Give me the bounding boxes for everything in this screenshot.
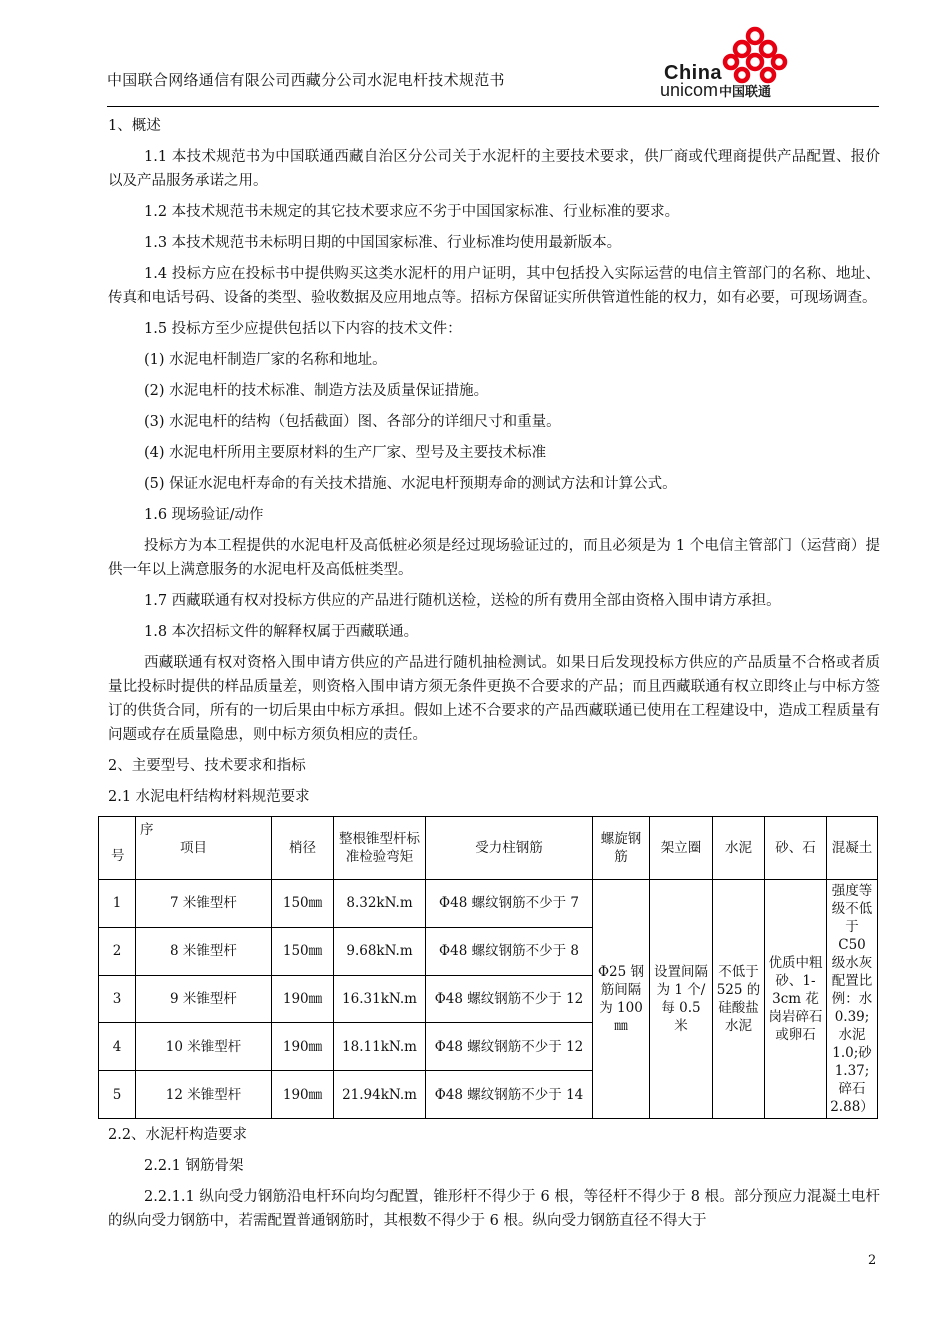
cell-cement-merged: 不低于 525 的硅酸盐水泥	[713, 880, 765, 1119]
logo-text-unicom	[660, 80, 771, 101]
section-2-1-title: 2.1 水泥电杆结构材料规范要求	[108, 789, 310, 805]
paragraph-1-4: 1.4 投标方应在投标书中提供购买这类水泥杆的用户证明，其中包括投入实际运营的电信主管部门的名称、地址、传真和电话号码、设备的类型、验收数据及应用地点等。招标方保留证实所供管道性能的权力，如有必要，可现场调查。	[108, 266, 880, 306]
table-header-row	[99, 817, 878, 880]
header-cement: 水泥	[713, 817, 765, 880]
cell-no: 3	[99, 975, 136, 1023]
cell-no: 2	[99, 927, 136, 975]
header-seq-bottom: 号	[111, 848, 125, 864]
paragraph-1-6-body: 投标方为本工程提供的水泥电杆及高低桩必须是经过现场验证过的，而且必须是为 1 个电信主管部门（运营商）提供一年以上满意服务的水泥电杆及高低桩类型。	[108, 538, 880, 578]
cell-moment: 18.11kN.m	[334, 1023, 426, 1071]
paragraph-1-5: 1.5 投标方至少应提供包括以下内容的技术文件：	[144, 321, 462, 337]
cell-rebar: Φ48 螺纹钢筋不少于 8	[426, 927, 593, 975]
logo-text-unicom-latin: unicom	[660, 80, 719, 100]
page-number: 2	[868, 1253, 877, 1268]
header-bending-moment: 整根锥型杆标准检验弯矩	[334, 817, 426, 880]
paragraph-1-2: 1.2 本技术规范书未规定的其它技术要求应不劣于中国国家标准、行业标准的要求。	[144, 204, 680, 220]
cell-item: 7 米锥型杆	[136, 880, 272, 928]
table-row	[99, 880, 878, 928]
list-item: (2) 水泥电杆的技术标准、制造方法及质量保证措施。	[144, 383, 489, 399]
cell-spiral-merged: Φ25 钢筋间隔为 100㎜	[593, 880, 650, 1119]
list-item: (5) 保证水泥电杆寿命的有关技术措施、水泥电杆预期寿命的测试方法和计算公式。	[144, 476, 677, 492]
paragraph-1-8: 1.8 本次招标文件的解释权属于西藏联通。	[144, 624, 419, 640]
logo-text-china: China	[664, 62, 723, 84]
header-concrete: 混凝土	[827, 817, 878, 880]
paragraph-1-7: 1.7 西藏联通有权对投标方供应的产品进行随机送检，送检的所有费用全部由资格入围申请方承担。	[144, 593, 781, 609]
cell-no: 4	[99, 1023, 136, 1071]
document-header-title: 中国联合网络通信有限公司西藏分公司水泥电杆技术规范书	[107, 71, 505, 89]
header-tip-diameter: 梢径	[272, 817, 334, 880]
cell-tip: 150㎜	[272, 880, 334, 928]
cell-no: 1	[99, 880, 136, 928]
paragraph-1-1: 1.1 本技术规范书为中国联通西藏自治区分公司关于水泥杆的主要技术要求，供厂商或代理商提供产品配置、报价以及产品服务承诺之用。	[108, 149, 880, 189]
cell-moment: 21.94kN.m	[334, 1071, 426, 1119]
cell-no: 5	[99, 1071, 136, 1119]
header-item	[136, 817, 272, 880]
cell-item: 10 米锥型杆	[136, 1023, 272, 1071]
cell-rebar: Φ48 螺纹钢筋不少于 12	[426, 975, 593, 1023]
list-item: (1) 水泥电杆制造厂家的名称和地址。	[144, 352, 387, 368]
list-item: (3) 水泥电杆的结构（包括截面）图、各部分的详细尺寸和重量。	[144, 414, 561, 430]
header-frame-ring: 架立圈	[650, 817, 713, 880]
list-item: (4) 水泥电杆所用主要原材料的生产厂家、型号及主要技术标准	[144, 445, 547, 461]
logo-text-unicom-cn: 中国联通	[719, 84, 772, 99]
cell-sand-merged: 优质中粗砂、1-3cm 花岗岩碎石或卵石	[765, 880, 827, 1119]
header-seq-top: 序	[140, 822, 154, 838]
cell-tip: 150㎜	[272, 927, 334, 975]
cell-rebar: Φ48 螺纹钢筋不少于 14	[426, 1071, 593, 1119]
cell-tip: 190㎜	[272, 1023, 334, 1071]
cell-moment: 16.31kN.m	[334, 975, 426, 1023]
header-sand-stone: 砂、石	[765, 817, 827, 880]
china-unicom-logo	[660, 22, 790, 102]
unicom-knot-icon	[722, 22, 788, 88]
header-item-label: 项目	[180, 840, 207, 856]
pole-spec-table	[98, 816, 878, 1119]
cell-frame-merged: 设置间隔为 1 个/每 0.5 米	[650, 880, 713, 1119]
header-divider	[107, 106, 879, 107]
cell-concrete-merged: 强度等级不低于 C50 级水灰配置比例：水 0.39;水泥 1.0;砂 1.37;碎石 2.88）	[827, 880, 878, 1119]
paragraph-2-2-1-1: 2.2.1.1 纵向受力钢筋沿电杆环向均匀配置，锥形杆不得少于 6 根，等径杆不得少于 8 根。部分预应力混凝土电杆的纵向受力钢筋中，若需配置普通钢筋时，其根数不得少于 6 根。纵向受力钢筋直径不得大于	[108, 1189, 880, 1229]
cell-item: 12 米锥型杆	[136, 1071, 272, 1119]
cell-moment: 8.32kN.m	[334, 880, 426, 928]
cell-tip: 190㎜	[272, 975, 334, 1023]
paragraph-1-8-body: 西藏联通有权对资格入围申请方供应的产品进行随机抽检测试。如果日后发现投标方供应的产品质量不合格或者质量比投标时提供的样品质量差，则资格入围申请方须无条件更换不合要求的产品；而且西藏联通有权立即终止与中标方签订的供货合同，所有的一切后果由中标方承担。假如上述不合要求的产品西藏联通已使用在工程建设中，造成工程质量有问题或存在质量隐患，则中标方须负相应的责任。	[108, 655, 880, 743]
section-2-2-1-title: 2.2.1 钢筋骨架	[144, 1158, 244, 1174]
header-spiral-rebar: 螺旋钢筋	[593, 817, 650, 880]
paragraph-1-6-heading: 1.6 现场验证/动作	[144, 507, 264, 523]
cell-item: 9 米锥型杆	[136, 975, 272, 1023]
cell-item: 8 米锥型杆	[136, 927, 272, 975]
cell-rebar: Φ48 螺纹钢筋不少于 12	[426, 1023, 593, 1071]
section-2-title: 2、主要型号、技术要求和指标	[108, 758, 306, 774]
cell-tip: 190㎜	[272, 1071, 334, 1119]
cell-rebar: Φ48 螺纹钢筋不少于 7	[426, 880, 593, 928]
section-2-2-title: 2.2、水泥杆构造要求	[108, 1127, 248, 1143]
paragraph-1-3: 1.3 本技术规范书未标明日期的中国国家标准、行业标准均使用最新版本。	[144, 235, 622, 251]
header-main-rebar: 受力柱钢筋	[426, 817, 593, 880]
header-seq	[99, 817, 136, 880]
document-body	[108, 114, 880, 1240]
section-1-title: 1、概述	[108, 118, 161, 134]
cell-moment: 9.68kN.m	[334, 927, 426, 975]
